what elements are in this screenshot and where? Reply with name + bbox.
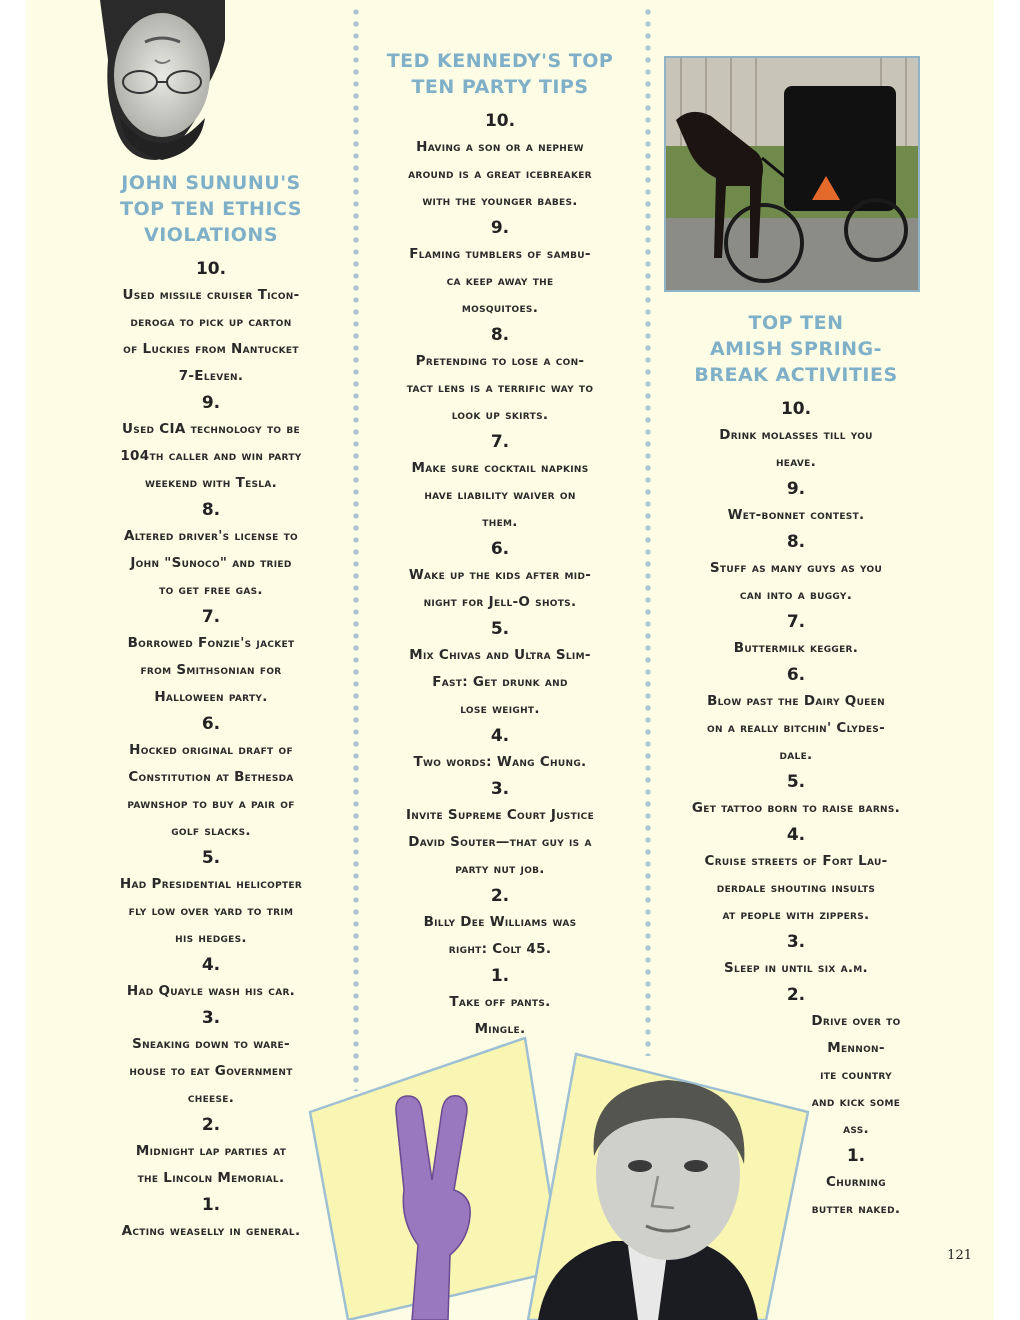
- list-item: [666, 662, 926, 769]
- list-item: [80, 256, 342, 390]
- item-text: Take off pants. Mingle.: [449, 994, 551, 1037]
- dotted-divider-left: [352, 6, 360, 1091]
- item-text: Two words: Wang Chung.: [413, 754, 587, 770]
- item-number: 4.: [786, 825, 806, 845]
- list-item: [666, 1143, 926, 1223]
- item-number: 4.: [201, 955, 221, 975]
- list-item: [80, 1112, 342, 1192]
- item-text: Buttermilk kegger.: [733, 640, 859, 656]
- list-item: [367, 536, 633, 616]
- item-text: Churning butter naked.: [811, 1174, 901, 1217]
- item-text: Get tattoo born to raise barns.: [691, 800, 901, 816]
- item-text: Sleep in until six a.m.: [724, 960, 868, 976]
- list-item: [367, 723, 633, 776]
- item-number: 7.: [201, 607, 221, 627]
- page-number: 121: [947, 1248, 972, 1263]
- amish-buggy-photo: [664, 56, 920, 292]
- item-number: 6.: [490, 539, 510, 559]
- item-text: Sneaking down to ware- house to eat Government cheese.: [129, 1036, 293, 1106]
- item-number: 1.: [490, 966, 510, 986]
- item-text: Drink molasses till you heave.: [719, 427, 873, 470]
- item-text: Acting weaselly in general.: [121, 1223, 301, 1239]
- item-text: Used missile cruiser Ticon- deroga to pick up carton of Luckies from Nantucket 7-Eleven.: [122, 287, 300, 384]
- list-item: [666, 396, 926, 476]
- list-item: [367, 322, 633, 429]
- list-item: [80, 1192, 342, 1245]
- item-number: 9.: [490, 218, 510, 238]
- list-item: [666, 609, 926, 662]
- item-number: 5.: [786, 772, 806, 792]
- item-number: 5.: [201, 848, 221, 868]
- list-heading: TED KENNEDY'S TOP TEN PARTY TIPS: [386, 50, 614, 98]
- item-number: 2.: [201, 1115, 221, 1135]
- list-sununu-ethics: [80, 170, 342, 1245]
- list-item: [80, 1005, 342, 1112]
- list-item: [666, 769, 926, 822]
- item-number: 2.: [786, 985, 806, 1005]
- item-number: 8.: [201, 500, 221, 520]
- item-text: Flaming tumblers of sambu- ca keep away the mosquitoes.: [409, 246, 591, 316]
- item-number: 7.: [490, 432, 510, 452]
- list-item: [80, 711, 342, 845]
- list-amish-spring-break: [666, 310, 926, 1223]
- list-kennedy-party-tips: [367, 48, 633, 1043]
- list-item: [367, 429, 633, 536]
- item-number: 9.: [786, 479, 806, 499]
- item-number: 8.: [490, 325, 510, 345]
- item-number: 10.: [195, 259, 227, 279]
- item-number: 8.: [786, 532, 806, 552]
- item-number: 6.: [786, 665, 806, 685]
- list-item: [367, 108, 633, 215]
- list-item: [666, 929, 926, 982]
- list-item: [367, 883, 633, 963]
- list-heading: JOHN SUNUNU'S TOP TEN ETHICS VIOLATIONS: [120, 172, 302, 246]
- item-text: Midnight lap parties at the Lincoln Memorial.: [135, 1143, 287, 1186]
- item-text: Pretending to lose a con- tact lens is a terrific way to look up skirts.: [406, 353, 594, 423]
- list-item: [666, 822, 926, 929]
- item-text: Borrowed Fonzie's jacket from Smithsonian for Halloween party.: [127, 635, 295, 705]
- list-heading: TOP TEN AMISH SPRING- BREAK ACTIVITIES: [694, 312, 898, 386]
- item-number: 7.: [786, 612, 806, 632]
- item-text: Drive over to Mennon- ite country and kick some ass.: [811, 1013, 901, 1137]
- item-text: Stuff as many guys as you can into a buggy.: [709, 560, 883, 603]
- item-text: Had Quayle wash his car.: [126, 983, 296, 999]
- item-text: Mix Chivas and Ultra Slim- Fast: Get drunk and lose weight.: [409, 647, 591, 717]
- list-item: [80, 390, 342, 497]
- item-text: Had Presidential helicopter fly low over yard to trim his hedges.: [119, 876, 303, 946]
- list-item: [367, 776, 633, 883]
- item-number: 10.: [484, 111, 516, 131]
- list-item: [666, 982, 926, 1143]
- item-number: 3.: [786, 932, 806, 952]
- list-item: [666, 476, 926, 529]
- item-text: Having a son or a nephew around is a great icebreaker with the younger babes.: [408, 139, 592, 209]
- list-item: [80, 497, 342, 604]
- item-number: 3.: [201, 1008, 221, 1028]
- list-item: [367, 215, 633, 322]
- item-number: 10.: [780, 399, 812, 419]
- sununu-portrait: [100, 0, 225, 165]
- item-number: 4.: [490, 726, 510, 746]
- item-text: Used CIA technology to be 104th caller and win party weekend with Tesla.: [120, 421, 302, 491]
- list-item: [80, 952, 342, 1005]
- item-number: 1.: [201, 1195, 221, 1215]
- item-text: Billy Dee Williams was right: Colt 45.: [423, 914, 577, 957]
- item-number: 1.: [846, 1146, 866, 1166]
- item-text: Wet-bonnet contest.: [727, 507, 865, 523]
- list-item: [666, 529, 926, 609]
- list-item: [367, 963, 633, 1043]
- list-item: [80, 845, 342, 952]
- list-item: [80, 604, 342, 711]
- item-text: Make sure cocktail napkins have liability waiver on them.: [411, 460, 589, 530]
- dotted-divider-right: [644, 6, 652, 1056]
- item-number: 9.: [201, 393, 221, 413]
- item-number: 6.: [201, 714, 221, 734]
- item-number: 3.: [490, 779, 510, 799]
- item-number: 2.: [490, 886, 510, 906]
- item-text: Cruise streets of Fort Lau- derdale shouting insults at people with zippers.: [704, 853, 888, 923]
- item-text: Wake up the kids after mid- night for Jell-O shots.: [408, 567, 592, 610]
- item-text: Blow past the Dairy Queen on a really bitchin' Clydes- dale.: [707, 693, 885, 763]
- item-number: 5.: [490, 619, 510, 639]
- list-item: [367, 616, 633, 723]
- item-text: Invite Supreme Court Justice David Souter—that guy is a party nut job.: [405, 807, 595, 877]
- item-text: Altered driver's license to John "Sunoco" and tried to get free gas.: [124, 528, 298, 598]
- item-text: Hocked original draft of Constitution at Bethesda pawnshop to buy a pair of golf slacks.: [127, 742, 295, 839]
